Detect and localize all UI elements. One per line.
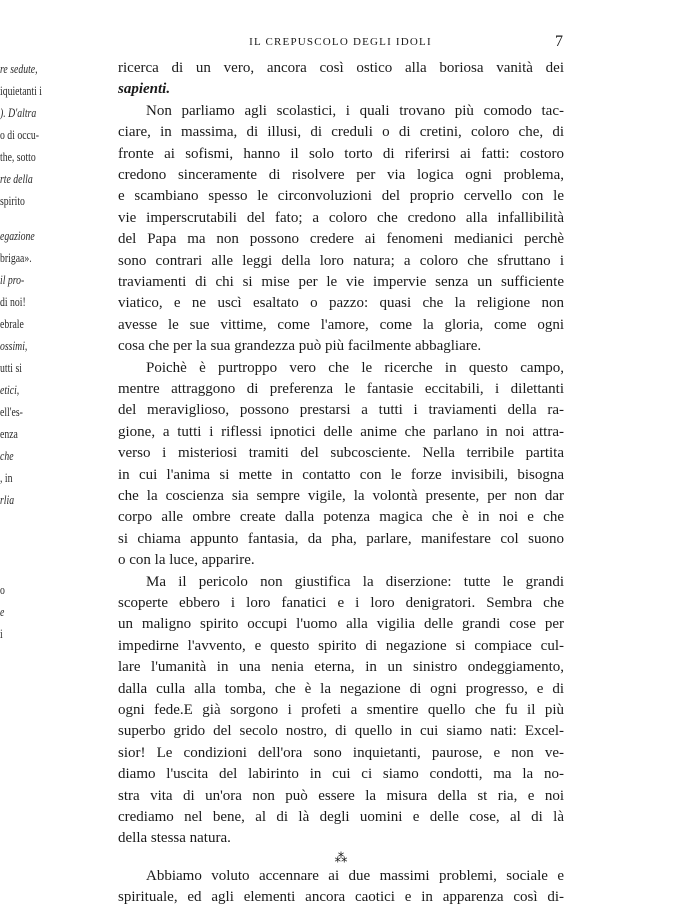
text-line: ciare, in massima, di illusi, di creduli o di cretini, coloro che, di	[118, 124, 564, 141]
text-line: dalla culla alla tomba, che è la negazione di ogni progresso, e di	[118, 680, 564, 697]
text-line: gione, a tutti i riflessi ipnotici delle anime che parlano in noi attra-	[118, 423, 564, 440]
text-line: ricerca di un vero, ancora così ostico alla boriosa vanità dei	[118, 60, 564, 76]
text-line: in cui l'anima si mette in contatto con le forze invisibili, bisogna	[118, 466, 564, 483]
margin-fragment: e	[0, 605, 5, 619]
margin-fragment: rlia	[0, 493, 15, 507]
text-line: si chiama appunto fantasia, da pha, parlare, manifestare col suono	[118, 530, 564, 547]
text-line: stra vita di un'ora non può essere la misura della st ria, e noi	[118, 787, 564, 804]
text-line: Poichè è purtroppo vero che le ricerche in questo campo,	[146, 359, 564, 376]
text-line: impedirne l'avvento, e questo spirito di negazione si compiace cul-	[118, 637, 564, 654]
text-line: avesse le sue vittime, come l'amore, come la gloria, come ogni	[118, 316, 564, 333]
text-line: fronte ai sofismi, hanno il solo torto di riferirsi ai fatti: costoro	[118, 145, 564, 162]
page-number: 7	[555, 33, 563, 50]
text-line: sono contrari alle leggi della loro natura; a coloro che sfruttano i	[118, 252, 564, 269]
running-title: IL CREPUSCOLO DEGLI IDOLI	[249, 36, 432, 48]
text-line: ogni fede.E già sorgono i profeti a smentire quello che fu il più	[118, 702, 564, 718]
text-line: e scambiano spesso le circonvoluzioni del proprio cervello con le	[118, 188, 564, 205]
margin-fragment: re sedute,	[0, 62, 38, 76]
text-line: corpo alle ombre create dalla potenza magica che è in noi e che	[118, 509, 564, 526]
text-line: credono sinceramente di risolvere per via logica ogni problema,	[118, 167, 564, 183]
margin-fragment: the, sotto	[0, 150, 36, 164]
text-line: un maligno spirito occupi l'uomo alla vigilia delle grandi cose per	[118, 616, 564, 633]
margin-fragment: ell'es-	[0, 405, 23, 419]
text-line: della stessa natura.	[118, 830, 231, 847]
text-line: lare l'umanità in una nenia eterna, in un sinistro ondeggiamento,	[118, 659, 564, 676]
margin-fragment: egazione	[0, 229, 35, 243]
section-separator: ⁂	[334, 849, 348, 865]
margin-fragment: iquietanti i	[0, 84, 42, 98]
text-line: vie imperscrutabili del fato; a coloro che credono alla infallibilità	[118, 209, 564, 226]
margin-fragment: ossimi,	[0, 339, 28, 353]
margin-fragment: spirito	[0, 194, 25, 208]
margin-fragment: il pro-	[0, 273, 25, 287]
running-header	[118, 33, 563, 53]
margin-fragment: o di occu-	[0, 128, 39, 142]
text-line: diamo l'uscita del labirinto in cui ci siamo condotti, ma la no-	[118, 766, 564, 783]
text-line: o con la luce, apparire.	[118, 552, 255, 569]
text-line: scoperte ebbero i loro fanatici e i loro denigratori. Sembra che	[118, 595, 564, 611]
margin-fragment: enza	[0, 427, 18, 441]
text-line: Ma il pericolo non giustifica la diserzione: tutte le grandi	[146, 573, 564, 590]
margin-fragment: brigaa».	[0, 251, 32, 265]
text-line: viatico, e ne uscì esaltato o pazzo: quasi che la religione non	[118, 295, 564, 312]
margin-fragment: o	[0, 583, 5, 597]
text-line: del Papa ma non possono credere ai fenomeni medianici perchè	[118, 231, 564, 248]
text-line: traviamenti di chi si mise per le vie impervie senza un sufficiente	[118, 274, 564, 290]
text-line: cosa che per la sua grandezza può più facilmente abbagliare.	[118, 338, 482, 355]
margin-fragment: rte della	[0, 172, 33, 186]
margin-fragment: ebrale	[0, 317, 24, 331]
text-line: sior! Le condizioni dell'ora sono inquietanti, paurose, e non ve-	[118, 744, 564, 761]
text-line: sapienti.	[118, 81, 171, 98]
margin-fragment: etici,	[0, 383, 20, 397]
text-line: superbo grido del secolo nostro, di quello in cui siamo nati: Excel-	[118, 723, 564, 740]
text-line: spirituale, ed agli elementi ancora caotici e in apparenza così di-	[118, 889, 564, 906]
margin-fragment: utti si	[0, 361, 22, 375]
text-line: Abbiamo voluto accennare ai due massimi problemi, sociale e	[146, 867, 564, 884]
text-line: Non parliamo agli scolastici, i quali trovano più comodo tac-	[146, 102, 564, 119]
margin-fragment: ). D'altra	[0, 106, 37, 120]
text-line: del meraviglioso, possono prestarsi a tutti i traviamenti della ra-	[118, 402, 564, 419]
margin-fragment: , in	[0, 471, 13, 485]
text-line: verso i misteriosi tramiti del subcosciente. Nella terribile partita	[118, 445, 564, 462]
text-line: mentre attraggono di preferenza le fantasie eccitabili, i dilettanti	[118, 381, 564, 397]
text-line: che la coscienza sia sempre vigile, la volontà presente, per non dar	[118, 488, 564, 504]
facing-page-margin-bleed	[0, 0, 60, 900]
margin-fragment: di noi!	[0, 295, 26, 309]
margin-fragment: i	[0, 627, 3, 641]
text-line: crediamo nel bene, al di là degli uomini e delle cose, al di là	[118, 809, 564, 825]
margin-fragment: che	[0, 449, 14, 463]
